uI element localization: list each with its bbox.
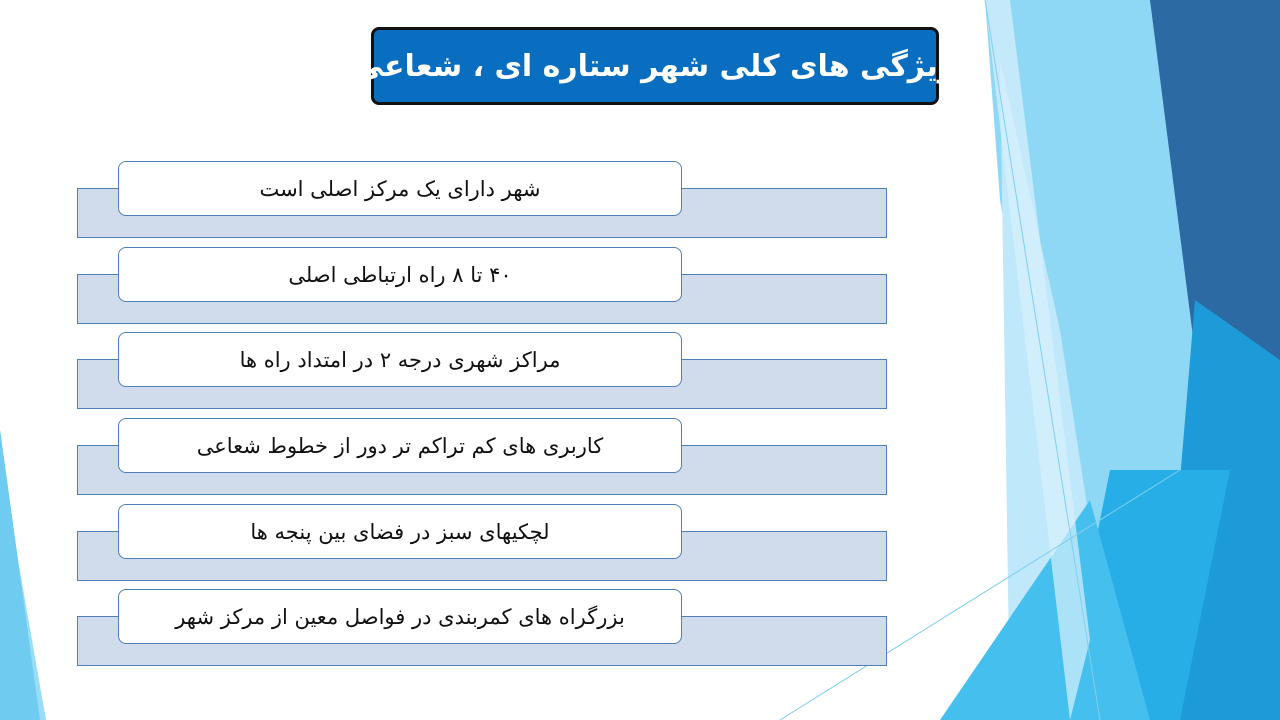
list-item: [77, 418, 887, 496]
list-item-label: شهر دارای یک مرکز اصلی است: [259, 176, 541, 201]
list-item: [77, 589, 887, 667]
list-item-box: [118, 418, 682, 473]
list-item-box: [118, 589, 682, 644]
slide-title-box: [353, 27, 957, 105]
list-item-box: [118, 332, 682, 387]
list-item-label: لچکیهای سبز در فضای بین پنجه ها: [250, 519, 550, 544]
list-item: [77, 332, 887, 410]
list-item: [77, 161, 887, 239]
list-item-label: مراکز شهری درجه ۲ در امتداد راه ها: [239, 347, 561, 372]
list-item: [77, 247, 887, 325]
list-item-label: کاربری های کم تراکم تر دور از خطوط شعاعی: [196, 433, 604, 458]
list-item-box: [118, 161, 682, 216]
list-item-label: ۴۰ تا ۸ راه ارتباطی اصلی: [288, 262, 512, 287]
list-item-box: [118, 504, 682, 559]
list-item-label: بزرگراه های کمربندی در فواصل معین از مرکز شهر: [175, 604, 625, 629]
list-item: [77, 504, 887, 582]
slide-title: ویژگی های کلی شهر ستاره ای ، شعاعی: [353, 48, 957, 84]
list-item-box: [118, 247, 682, 302]
